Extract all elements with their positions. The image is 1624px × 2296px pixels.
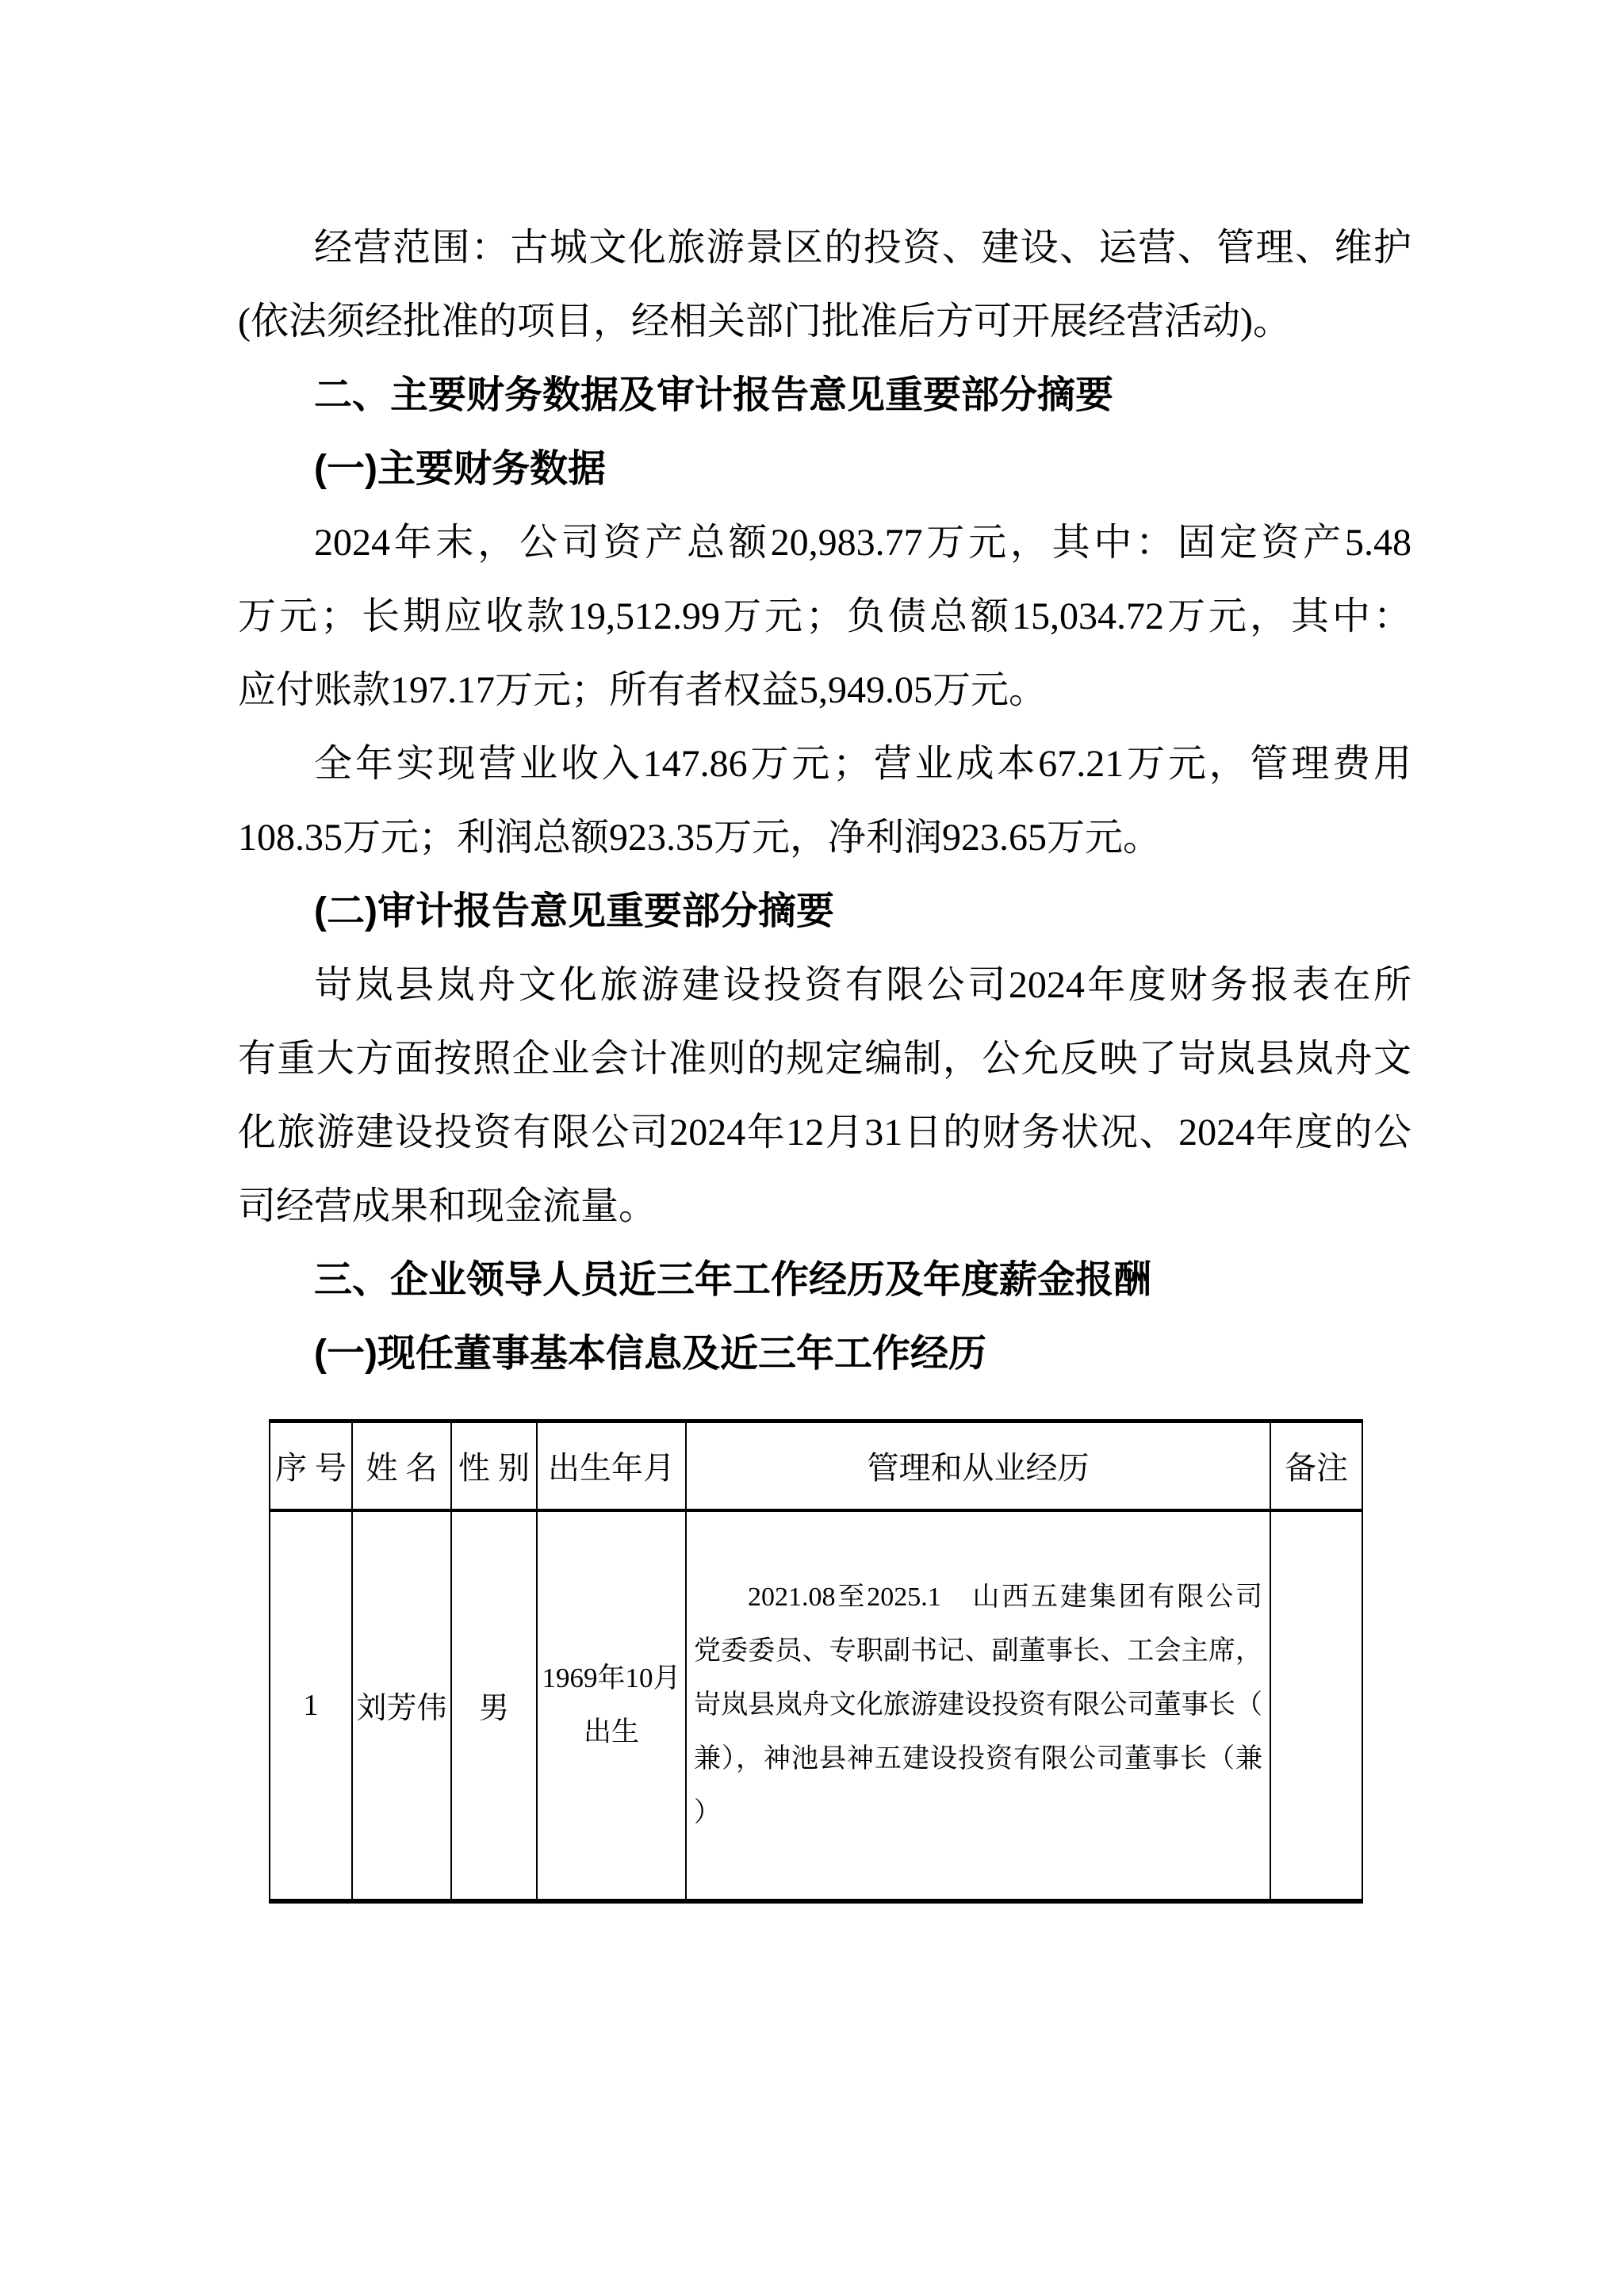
experience-line-4: 兼），神池县神五建设投资有限公司董事长（兼 bbox=[694, 1743, 1262, 1774]
experience-line-5: ） bbox=[694, 1797, 721, 1827]
col-header-experience: 管理和从业经历 bbox=[686, 1422, 1270, 1510]
table-row bbox=[270, 1510, 1362, 1901]
document-content bbox=[238, 211, 1411, 1904]
cell-note bbox=[1270, 1510, 1362, 1901]
cell-seq: 1 bbox=[270, 1510, 352, 1901]
line-operating-results-2: 108.35万元；利润总额923.35万元，净利润923.65万元。 bbox=[238, 817, 1162, 859]
col-header-name: 姓 名 bbox=[352, 1422, 451, 1510]
line-audit-opinion-3: 化旅游建设投资有限公司2024年12月31日的财务状况、2024年度的公 bbox=[238, 1112, 1411, 1154]
heading-financial-data-summary: 二、主要财务数据及审计报告意见重要部分摘要 bbox=[314, 374, 1114, 416]
col-header-gender: 性 别 bbox=[451, 1422, 537, 1510]
cell-name: 刘芳伟 bbox=[352, 1510, 451, 1901]
birth-line-1: 1969年10月 bbox=[542, 1662, 681, 1693]
heading-main-financial-data: (一)主要财务数据 bbox=[314, 448, 606, 490]
line-finance-position-1: 2024年末，公司资产总额20,983.77万元，其中：固定资产5.48 bbox=[314, 522, 1411, 564]
line-operating-results-1: 全年实现营业收入147.86万元；营业成本67.21万元，管理费用 bbox=[314, 743, 1411, 785]
experience-line-1: 2021.08至2025.1 山西五建集团有限公司 bbox=[748, 1582, 1262, 1612]
line-audit-opinion-1: 岢岚县岚舟文化旅游建设投资有限公司2024年度财务报表在所 bbox=[314, 964, 1411, 1006]
experience-line-2: 党委委员、专职副书记、副董事长、工会主席， bbox=[694, 1636, 1262, 1666]
heading-audit-opinion: (二)审计报告意见重要部分摘要 bbox=[314, 890, 834, 932]
cell-birth bbox=[537, 1510, 686, 1901]
col-header-birth: 出生年月 bbox=[537, 1422, 686, 1510]
cell-experience bbox=[686, 1510, 1270, 1901]
line-finance-position-3: 应付账款197.17万元；所有者权益5,949.05万元。 bbox=[238, 669, 1048, 711]
line-business-scope-2: (依法须经批准的项目，经相关部门批准后方可开展经营活动)。 bbox=[238, 300, 1291, 342]
line-finance-position-2: 万元；长期应收款19,512.99万元；负债总额15,034.72万元，其中： bbox=[238, 595, 1411, 637]
heading-directors-info: (一)现任董事基本信息及近三年工作经历 bbox=[314, 1333, 986, 1375]
line-audit-opinion-4: 司经营成果和现金流量。 bbox=[238, 1185, 657, 1227]
directors-table bbox=[269, 1419, 1363, 1904]
line-audit-opinion-2: 有重大方面按照企业会计准则的规定编制，公允反映了岢岚县岚舟文 bbox=[238, 1038, 1411, 1080]
col-header-note: 备注 bbox=[1270, 1422, 1362, 1510]
col-header-seq: 序 号 bbox=[270, 1422, 352, 1510]
experience-line-3: 岢岚县岚舟文化旅游建设投资有限公司董事长（ bbox=[694, 1689, 1262, 1720]
line-business-scope-1: 经营范围：古城文化旅游景区的投资、建设、运营、管理、维护 bbox=[314, 227, 1411, 269]
cell-gender: 男 bbox=[451, 1510, 537, 1901]
table-header-row bbox=[270, 1422, 1362, 1510]
birth-line-2: 出生 bbox=[583, 1716, 639, 1747]
heading-leadership-experience: 三、企业领导人员近三年工作经历及年度薪金报酬 bbox=[314, 1259, 1152, 1301]
